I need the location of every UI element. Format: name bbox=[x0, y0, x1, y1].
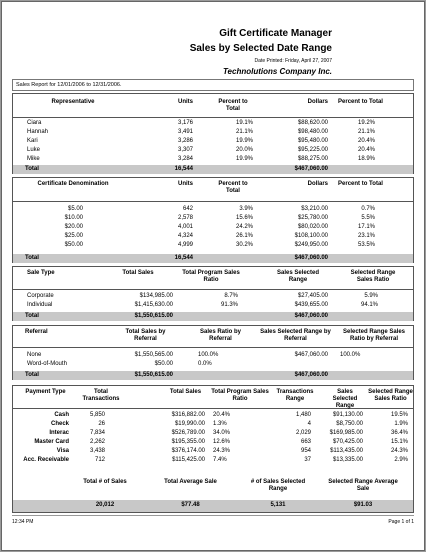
cell-units: 642 bbox=[182, 206, 193, 212]
cell-total-sales: $1,415,630.00 bbox=[134, 302, 173, 308]
cell-name: Mike bbox=[27, 156, 40, 162]
cell-range-ratio: 5.9% bbox=[364, 293, 378, 299]
cell-range-ratio: 19.5% bbox=[390, 412, 408, 418]
company-name: Technolutions Company Inc. bbox=[222, 67, 332, 76]
col-selected-range: Sales Selected Range bbox=[276, 270, 320, 283]
referral-header-row bbox=[13, 326, 413, 348]
footer-time: 12:34 PM bbox=[12, 519, 34, 525]
summary-value: 20,012 bbox=[95, 502, 115, 508]
cell-program-ratio: 7.4% bbox=[213, 457, 227, 463]
cell-percent-units: 19.9% bbox=[235, 156, 253, 162]
total-sales: $1,550,615.00 bbox=[134, 372, 173, 378]
report-title: Sales by Selected Date Range bbox=[189, 43, 332, 54]
cell-name: Luke bbox=[27, 147, 41, 153]
sale-type-header-row bbox=[13, 267, 413, 290]
cell-percent-units: 19.1% bbox=[235, 120, 253, 126]
cell-range-ratio: 94.1% bbox=[360, 302, 378, 308]
cell-program-ratio: 20.4% bbox=[213, 412, 231, 418]
col-total-by-referral: Total Sales by Referral bbox=[125, 329, 166, 342]
cell-units: 3,284 bbox=[177, 156, 193, 162]
summary-value: $77.48 bbox=[181, 502, 200, 508]
col-program-ratio: Total Program Sales Ratio bbox=[211, 389, 269, 402]
cell-range-ratio: 2.9% bbox=[394, 457, 408, 463]
cell-denomination: $50.00 bbox=[64, 242, 83, 248]
col-ratio-by-referral: Sales Ratio by Referral bbox=[199, 329, 241, 342]
total-units: 16,544 bbox=[174, 166, 193, 172]
summary-header: # of Sales Selected Range bbox=[250, 479, 306, 492]
representative-total-row bbox=[13, 165, 413, 174]
total-selected-range: $467,060.00 bbox=[294, 313, 328, 319]
cell-percent-dollars: 53.5% bbox=[357, 242, 375, 248]
cell-program-ratio: 34.0% bbox=[213, 430, 231, 436]
cell-program-ratio: 1.3% bbox=[213, 421, 227, 427]
total-label: Total bbox=[25, 313, 39, 319]
cell-units: 4,999 bbox=[177, 242, 193, 248]
cell-referral: None bbox=[27, 352, 42, 358]
payment-header-row bbox=[13, 386, 413, 409]
cell-range-ratio: 15.1% bbox=[390, 439, 408, 445]
col-percent-units: Percent to Total bbox=[218, 181, 248, 194]
col-percent-units: Percent to Total bbox=[218, 99, 248, 112]
cell-percent-units: 21.1% bbox=[235, 129, 253, 135]
cell-name: Ciara bbox=[27, 120, 42, 126]
cell-percent-units: 30.2% bbox=[235, 242, 253, 248]
cell-transactions-range: 2,029 bbox=[295, 430, 311, 436]
cell-dollars: $88,275.00 bbox=[297, 156, 328, 162]
cell-percent-units: 24.2% bbox=[235, 224, 253, 230]
col-selected-range-referral: Sales Selected Range by Referral bbox=[260, 329, 331, 342]
sale-type-total-row bbox=[13, 312, 413, 321]
app-title: Gift Certificate Manager bbox=[219, 28, 332, 39]
cell-dollars: $3,210.00 bbox=[301, 206, 328, 212]
referral-section bbox=[12, 325, 414, 380]
col-representative: Representative bbox=[51, 99, 95, 105]
col-total-transactions: Total Transactions bbox=[82, 389, 120, 402]
summary-header: Selected Range Average Sale bbox=[328, 479, 398, 492]
payment-summary-row bbox=[13, 500, 413, 512]
cell-total-sales: $19,990.00 bbox=[174, 421, 205, 427]
cell-percent-units: 26.1% bbox=[235, 233, 253, 239]
cell-transactions-range: 954 bbox=[300, 448, 311, 454]
cell-percent-units: 15.6% bbox=[235, 215, 253, 221]
cell-percent-dollars: 20.4% bbox=[357, 147, 375, 153]
cell-percent-dollars: 17.1% bbox=[357, 224, 375, 230]
col-total-sales: Total Sales bbox=[169, 389, 202, 395]
cell-percent-dollars: 23.1% bbox=[357, 233, 375, 239]
col-referral: Referral bbox=[25, 329, 48, 335]
cell-dollars: $249,950.00 bbox=[294, 242, 328, 248]
cell-payment-type: Acc. Receivable bbox=[23, 457, 69, 463]
cell-selected-range: $91,130.00 bbox=[332, 412, 363, 418]
cell-referral: Word-of-Mouth bbox=[27, 361, 67, 367]
cell-selected-range: $70,425.00 bbox=[332, 439, 363, 445]
representative-section bbox=[12, 93, 414, 174]
cell-units: 4,001 bbox=[177, 224, 193, 230]
cell-denomination: $20.00 bbox=[64, 224, 83, 230]
cell-dollars: $98,480.00 bbox=[297, 129, 328, 135]
cell-total-transactions: 26 bbox=[98, 421, 105, 427]
cell-percent-dollars: 21.1% bbox=[357, 129, 375, 135]
col-percent-dollars: Percent to Total bbox=[338, 181, 383, 187]
denomination-section bbox=[12, 177, 414, 263]
report-page bbox=[1, 1, 425, 551]
col-payment-type: Payment Type bbox=[25, 389, 66, 395]
cell-dollars: $25,780.00 bbox=[297, 215, 328, 221]
cell-total-transactions: 712 bbox=[94, 457, 105, 463]
total-label: Total bbox=[25, 255, 39, 261]
col-sale-type: Sale Type bbox=[27, 270, 55, 276]
cell-ratio-by-referral: 100.0% bbox=[198, 352, 219, 358]
col-dollars: Dollars bbox=[307, 181, 328, 187]
report-range: Sales Report for 12/01/2006 to 12/31/2006. bbox=[12, 79, 414, 91]
cell-total-sales: $526,789.00 bbox=[171, 430, 205, 436]
cell-payment-type: Interac bbox=[49, 430, 69, 436]
cell-name: Kari bbox=[27, 138, 38, 144]
representative-header-row bbox=[13, 94, 413, 118]
cell-total-sales: $115,425.00 bbox=[172, 457, 205, 463]
cell-range-ratio: 24.3% bbox=[390, 448, 408, 454]
cell-transactions-range: 37 bbox=[304, 457, 311, 463]
total-sales: $1,550,615.00 bbox=[134, 313, 173, 319]
cell-payment-type: Master Card bbox=[34, 439, 69, 445]
date-printed: Date Printed: Friday, April 27, 2007 bbox=[254, 58, 332, 64]
cell-units: 4,324 bbox=[177, 233, 193, 239]
cell-program-ratio: 24.3% bbox=[213, 448, 231, 454]
cell-dollars: $108,100.00 bbox=[294, 233, 328, 239]
cell-percent-units: 20.0% bbox=[235, 147, 253, 153]
total-selected-range: $467,060.00 bbox=[294, 372, 328, 378]
cell-percent-dollars: 5.5% bbox=[361, 215, 375, 221]
col-denomination: Certificate Denomination bbox=[37, 181, 109, 187]
cell-units: 3,307 bbox=[177, 147, 193, 153]
total-units: 16,544 bbox=[174, 255, 193, 261]
col-range-ratio: Selected Range Sales Ratio bbox=[350, 270, 396, 283]
cell-units: 3,491 bbox=[177, 129, 193, 135]
cell-total-sales: $316,882.00 bbox=[171, 412, 205, 418]
summary-header: Total Average Sale bbox=[164, 479, 217, 485]
cell-payment-type: Cash bbox=[54, 412, 69, 418]
summary-header: Total # of Sales bbox=[83, 479, 127, 485]
cell-selected-range: $13,335.00 bbox=[332, 457, 363, 463]
cell-ratio-by-referral: 0.0% bbox=[198, 361, 212, 367]
cell-denomination: $10.00 bbox=[64, 215, 83, 221]
cell-name: Hannah bbox=[27, 129, 49, 135]
cell-selected-range: $113,435.00 bbox=[330, 448, 363, 454]
col-percent-dollars: Percent to Total bbox=[338, 99, 383, 105]
cell-total-transactions: 5,850 bbox=[89, 412, 105, 418]
cell-program-ratio: 12.6% bbox=[213, 439, 231, 445]
cell-range-ratio-referral: 100.0% bbox=[340, 352, 361, 358]
cell-dollars: $88,620.00 bbox=[297, 120, 328, 126]
cell-percent-dollars: 19.2% bbox=[357, 120, 375, 126]
cell-total-sales: $134,985.00 bbox=[139, 293, 173, 299]
col-program-ratio: Total Program Sales Ratio bbox=[182, 270, 240, 283]
footer-page: Page 1 of 1 bbox=[388, 519, 414, 525]
cell-percent-dollars: 20.4% bbox=[357, 138, 375, 144]
total-label: Total bbox=[25, 166, 39, 172]
cell-payment-type: Visa bbox=[56, 448, 69, 454]
cell-percent-units: 19.9% bbox=[235, 138, 253, 144]
cell-percent-dollars: 0.7% bbox=[361, 206, 375, 212]
cell-dollars: $80,020.00 bbox=[297, 224, 328, 230]
cell-program-ratio: 8.7% bbox=[224, 293, 238, 299]
cell-total-sales: $376,174.00 bbox=[171, 448, 205, 454]
cell-selected-range: $8,750.00 bbox=[336, 421, 363, 427]
total-label: Total bbox=[25, 372, 39, 378]
col-range-ratio: Selected Range Sales Ratio bbox=[368, 389, 413, 402]
cell-total-transactions: 3,438 bbox=[89, 448, 105, 454]
cell-sale-type: Corporate bbox=[27, 293, 54, 299]
denomination-total-row bbox=[13, 254, 413, 263]
cell-dollars: $95,480.00 bbox=[297, 138, 328, 144]
summary-value: $91.03 bbox=[353, 502, 373, 508]
referral-total-row bbox=[13, 371, 413, 380]
col-total-sales: Total Sales bbox=[122, 270, 154, 276]
footer-divider bbox=[12, 515, 414, 516]
cell-program-ratio: 91.3% bbox=[220, 302, 238, 308]
col-range-ratio-referral: Selected Range Sales Ratio by Referral bbox=[342, 329, 406, 342]
col-selected-range: Sales Selected Range bbox=[332, 389, 358, 409]
cell-total-transactions: 7,834 bbox=[89, 430, 105, 436]
cell-payment-type: Check bbox=[50, 421, 69, 427]
payment-section bbox=[12, 385, 414, 513]
total-dollars: $467,060.00 bbox=[294, 255, 328, 261]
cell-percent-units: 3.9% bbox=[239, 206, 253, 212]
cell-sale-type: Individual bbox=[27, 302, 53, 308]
denomination-header-row bbox=[13, 178, 413, 202]
cell-selected-range: $27,405.00 bbox=[297, 293, 328, 299]
total-dollars: $467,060.00 bbox=[294, 166, 328, 172]
col-transactions-range: Transactions Range bbox=[276, 389, 314, 402]
cell-selected-range: $439,655.00 bbox=[294, 302, 328, 308]
cell-denomination: $25.00 bbox=[64, 233, 83, 239]
summary-value: 5,131 bbox=[270, 502, 286, 508]
cell-total-by-referral: $1,550,565.00 bbox=[134, 352, 173, 358]
cell-units: 3,286 bbox=[177, 138, 193, 144]
cell-denomination: $5.00 bbox=[67, 206, 83, 212]
cell-total-transactions: 2,262 bbox=[89, 439, 105, 445]
cell-selected-range-referral: $467,060.00 bbox=[294, 352, 328, 358]
cell-transactions-range: 4 bbox=[307, 421, 311, 427]
col-units: Units bbox=[178, 181, 193, 187]
cell-percent-dollars: 18.9% bbox=[357, 156, 375, 162]
sale-type-section bbox=[12, 266, 414, 321]
cell-transactions-range: 1,480 bbox=[295, 412, 311, 418]
cell-selected-range: $169,985.00 bbox=[329, 430, 363, 436]
cell-total-by-referral: $50.00 bbox=[154, 361, 173, 367]
cell-range-ratio: 1.9% bbox=[394, 421, 408, 427]
cell-transactions-range: 663 bbox=[300, 439, 311, 445]
cell-range-ratio: 36.4% bbox=[390, 430, 408, 436]
cell-units: 3,176 bbox=[177, 120, 193, 126]
col-dollars: Dollars bbox=[307, 99, 328, 105]
cell-total-sales: $195,355.00 bbox=[171, 439, 205, 445]
col-units: Units bbox=[178, 99, 193, 105]
cell-dollars: $95,225.00 bbox=[297, 147, 328, 153]
cell-units: 2,578 bbox=[177, 215, 193, 221]
